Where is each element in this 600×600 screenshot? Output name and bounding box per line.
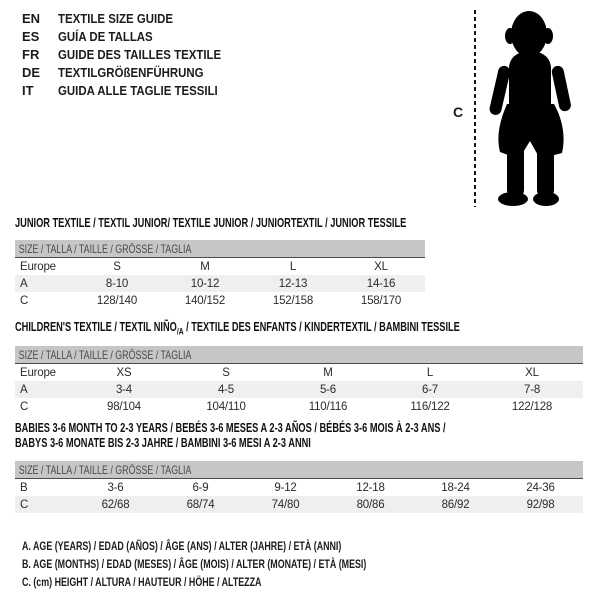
row-label: A <box>15 275 73 292</box>
section-title-text <box>15 320 460 337</box>
cell: L <box>426 366 434 379</box>
note-height-cm: C. (cm) HEIGHT / ALTURA / HAUTEUR / HÖHE / ALTEZZA <box>22 575 262 589</box>
size-header-label: SIZE / TALLA / TAILLE / GRÖSSE / TAGLIA <box>18 241 192 256</box>
language-row-en <box>22 10 243 28</box>
size-header-row <box>15 346 583 364</box>
row-label: C <box>20 294 29 307</box>
size-header-label: SIZE / TALLA / TAILLE / GRÖSSE / TAGLIA <box>18 347 192 362</box>
table-row <box>15 364 583 382</box>
language-code: ES <box>22 29 40 44</box>
row-label: C <box>20 400 29 413</box>
table-row <box>15 258 425 276</box>
row-label: B <box>20 481 28 494</box>
cell: 12-18 <box>356 481 385 494</box>
cell: 3-6 <box>107 481 124 494</box>
cell: 68/74 <box>158 496 243 513</box>
cell: 140/152 <box>184 294 226 307</box>
cell: 158/170 <box>360 294 402 307</box>
cell: XL <box>525 366 539 379</box>
row-label: Europe <box>20 260 56 273</box>
row-label: Europe <box>20 366 56 379</box>
table-row <box>15 479 583 497</box>
table-row <box>15 292 425 309</box>
cell: M <box>323 366 333 379</box>
note-age-years: A. AGE (YEARS) / EDAD (AÑOS) / ÂGE (ANS) / ALTER (JAHRE) / ETÀ (ANNI) <box>22 539 342 553</box>
table-row <box>15 398 583 415</box>
cell: 8-10 <box>73 275 161 292</box>
language-code: IT <box>22 83 34 98</box>
cell: XS <box>116 366 132 379</box>
cell: 6-7 <box>379 381 481 398</box>
size-header-label: SIZE / TALLA / TAILLE / GRÖSSE / TAGLIA <box>18 462 192 477</box>
cell: 7-8 <box>481 381 583 398</box>
cell: 62/68 <box>73 496 158 513</box>
note-age-months: B. AGE (MONTHS) / EDAD (MESES) / ÂGE (MOIS) / ALTER (MONATE) / ETÀ (MESI) <box>22 557 367 571</box>
cell: 98/104 <box>107 400 141 413</box>
table-row <box>15 275 425 292</box>
cell: 10-12 <box>161 275 249 292</box>
legend-notes <box>22 537 487 591</box>
language-title: TEXTILE SIZE GUIDE <box>58 11 174 26</box>
language-title: GUIDA ALLE TAGLIE TESSILI <box>58 83 218 98</box>
title-part: CHILDREN'S TEXTILE / TEXTIL NIÑO <box>15 320 177 334</box>
cell: 116/122 <box>410 400 450 413</box>
language-row-es <box>22 28 243 46</box>
cell: S <box>113 260 121 273</box>
section-title-line2: BABYS 3-6 MONATE BIS 2-3 JAHRE / BAMBINI 3-6 MESI A 2-3 ANNI <box>15 436 311 450</box>
language-row-it <box>22 82 243 100</box>
language-title: GUIDE DES TAILLES TEXTILE <box>58 47 222 62</box>
cell: 74/80 <box>243 496 328 513</box>
table-row <box>15 496 583 513</box>
cell: 80/86 <box>328 496 413 513</box>
row-label: C <box>15 496 73 513</box>
cell: XL <box>374 260 388 273</box>
cell: 104/110 <box>206 400 246 413</box>
language-row-de <box>22 64 243 82</box>
language-row-fr <box>22 46 243 64</box>
cell: 3-4 <box>73 381 175 398</box>
cell: 92/98 <box>498 496 583 513</box>
title-subscript: /A <box>176 326 184 337</box>
cell: 152/158 <box>272 294 314 307</box>
cell: 122/128 <box>511 400 553 413</box>
size-header-row <box>15 461 583 479</box>
cell: 4-5 <box>175 381 277 398</box>
size-header-row <box>15 240 425 258</box>
language-code: FR <box>22 47 40 62</box>
language-code: DE <box>22 65 41 80</box>
junior-size-table <box>15 240 425 309</box>
cell: 24-36 <box>526 481 555 494</box>
cell: S <box>222 366 230 379</box>
babies-size-table <box>15 461 583 513</box>
cell: 86/92 <box>413 496 498 513</box>
section-title-line1: BABIES 3-6 MONTH TO 2-3 YEARS / BEBÉS 3-6 MESES A 2-3 AÑOS / BÉBÉS 3-6 MOIS À 2-3 ANS / <box>15 421 446 435</box>
cell: 14-16 <box>337 275 425 292</box>
language-title: GUÍA DE TALLAS <box>58 29 153 44</box>
section-title-text: JUNIOR TEXTILE / TEXTIL JUNIOR/ TEXTILE JUNIOR / JUNIORTEXTIL / JUNIOR TESSILE <box>15 216 407 230</box>
cell: 110/116 <box>308 400 348 413</box>
language-title-list <box>22 10 243 100</box>
height-measure-label: C <box>453 104 464 120</box>
baby-silhouette-image <box>487 8 575 210</box>
cell: 12-13 <box>249 275 337 292</box>
language-code: EN <box>22 11 41 26</box>
height-measure-dashed-line <box>474 10 476 207</box>
section-title-babies <box>15 421 597 451</box>
cell: M <box>200 260 210 273</box>
cell: L <box>289 260 297 273</box>
children-size-table <box>15 346 583 415</box>
table-row <box>15 381 583 398</box>
section-title-children <box>15 320 600 337</box>
cell: 9-12 <box>274 481 297 494</box>
title-part: / TEXTILE DES ENFANTS / KINDERTEXTIL / BAMBINI TESSILE <box>183 320 460 334</box>
row-label: A <box>15 381 73 398</box>
language-title: TEXTILGRÖßENFÜHRUNG <box>58 65 204 80</box>
cell: 5-6 <box>277 381 379 398</box>
cell: 6-9 <box>192 481 209 494</box>
cell: 128/140 <box>96 294 138 307</box>
section-title-junior <box>15 216 544 230</box>
cell: 18-24 <box>441 481 470 494</box>
